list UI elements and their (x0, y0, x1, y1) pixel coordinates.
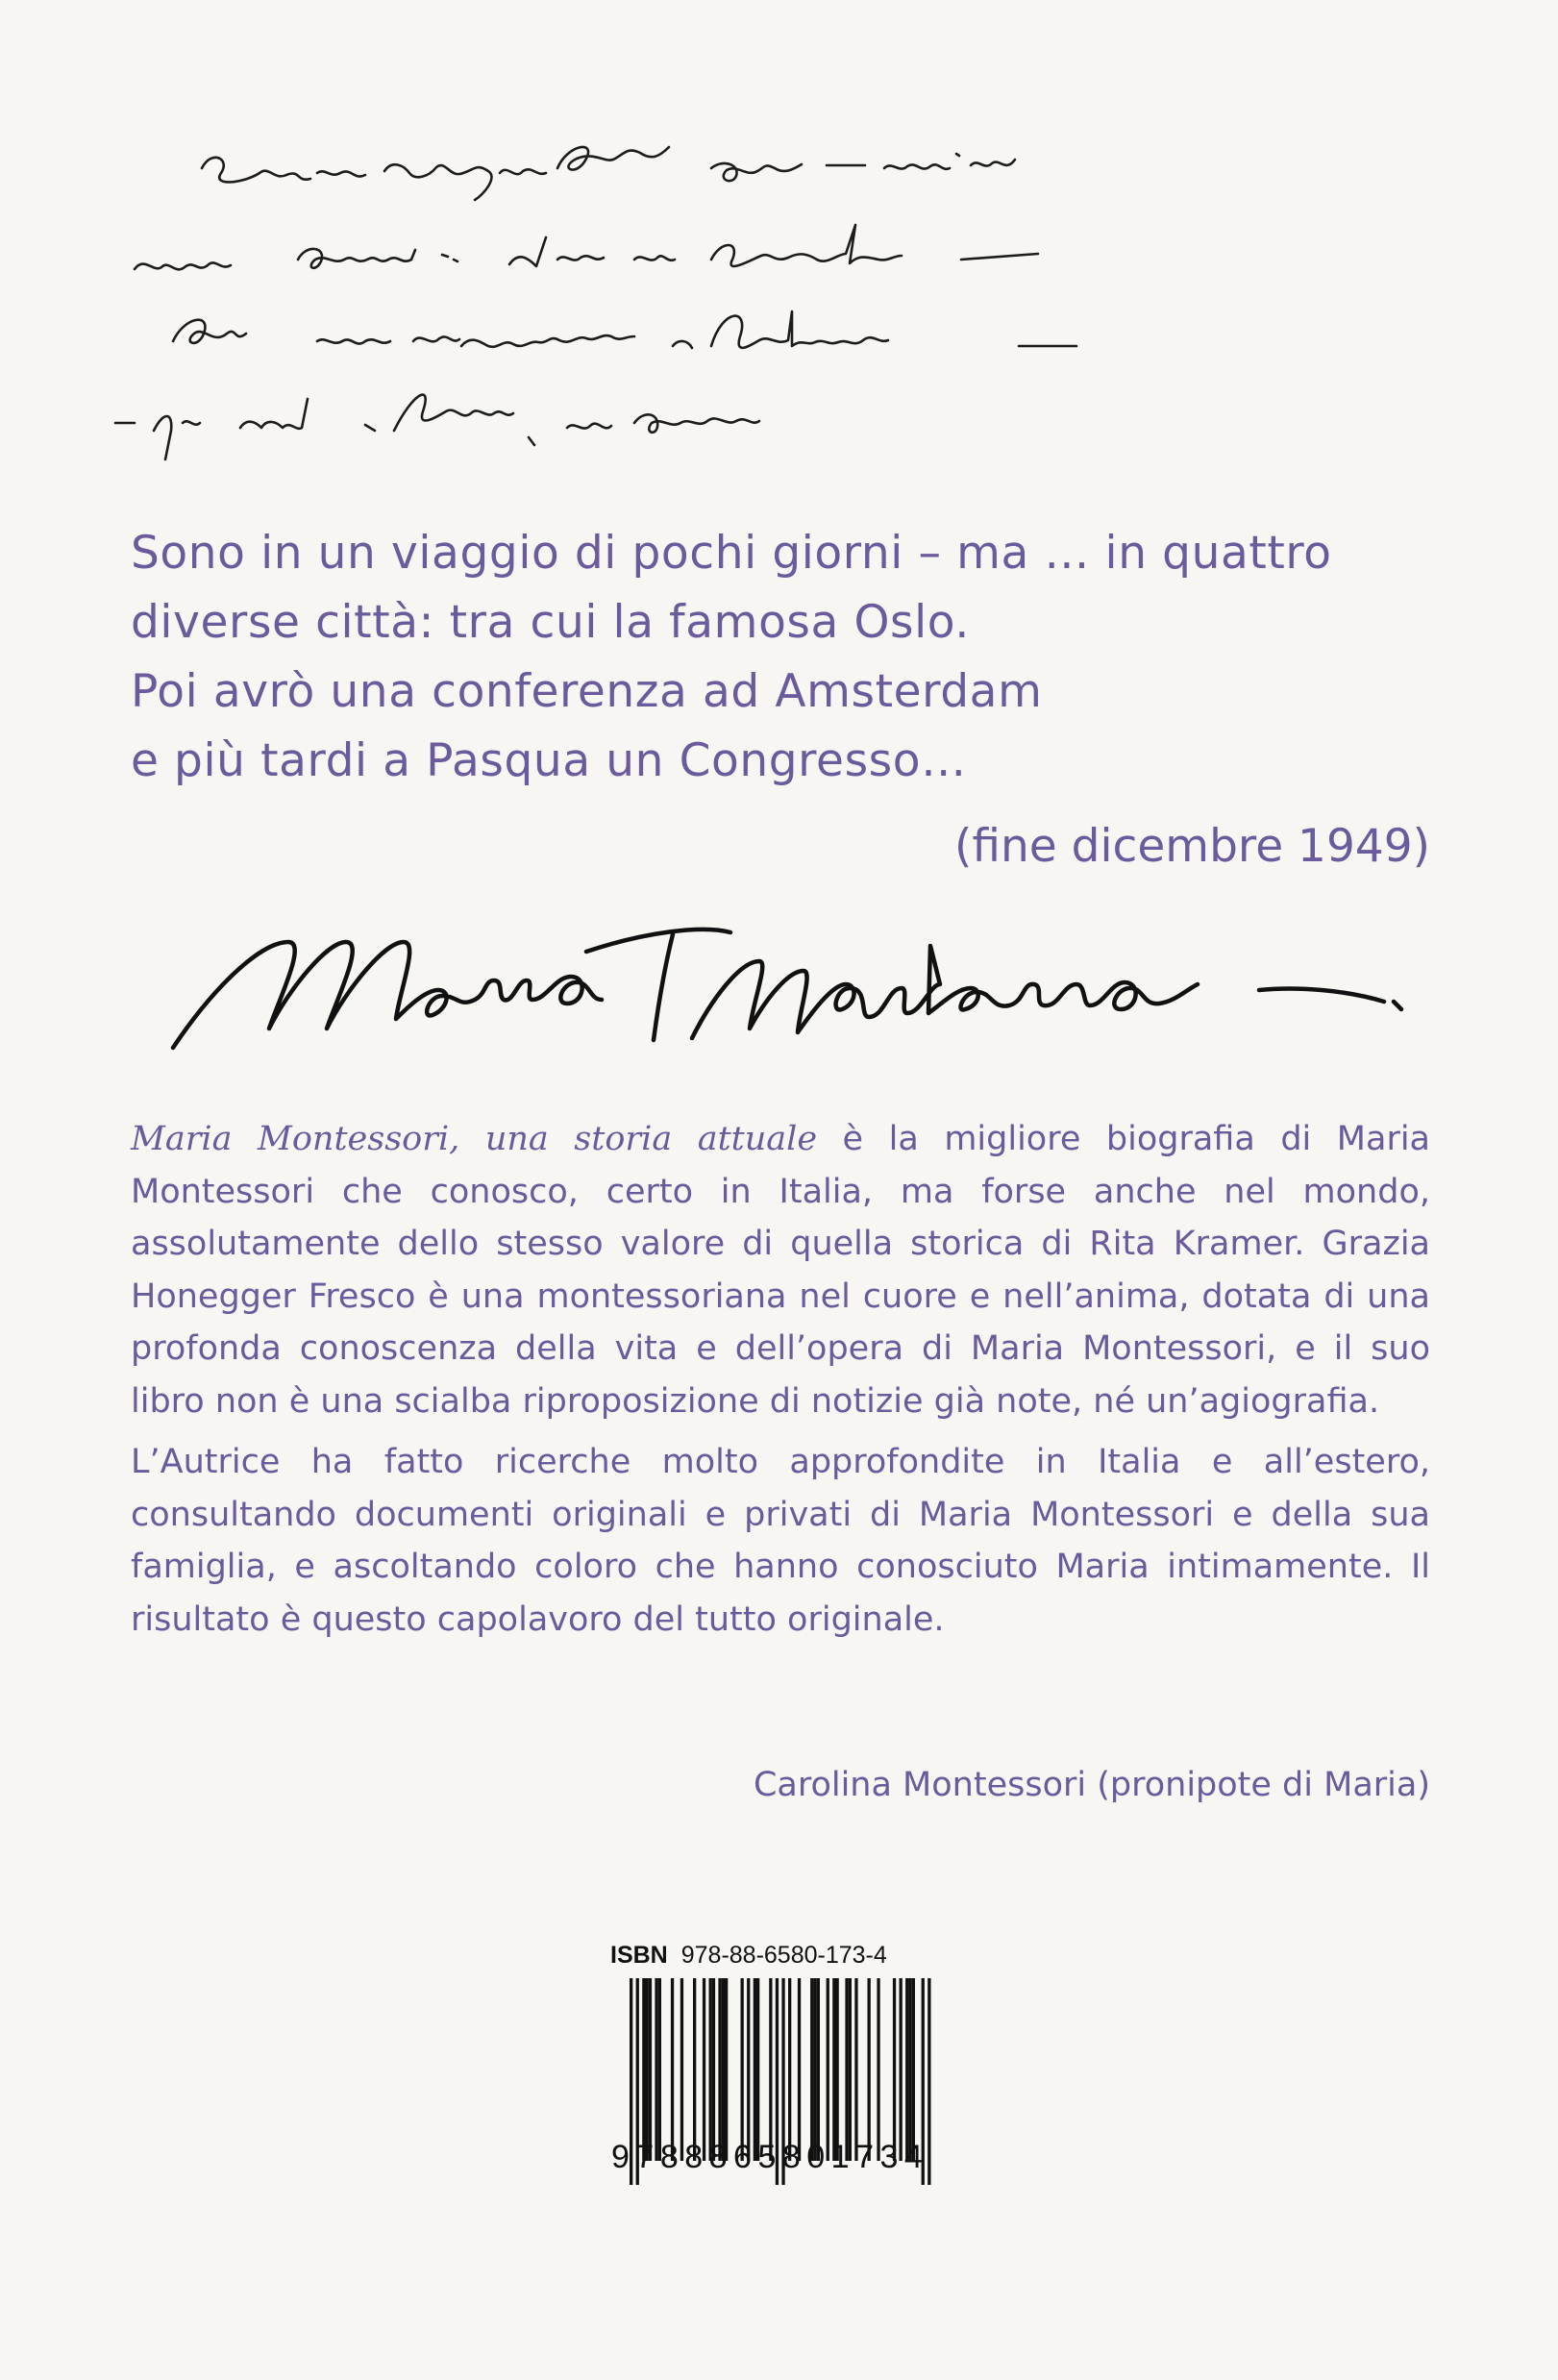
quote-line: Sono in un viaggio di pochi giorni – ma … in quattro (131, 527, 1332, 580)
barcode-bar (655, 1978, 657, 2161)
barcode-bar (836, 1978, 839, 2161)
barcode-bar (642, 1978, 645, 2161)
handwritten-letter-image (96, 115, 1346, 519)
barcode-bar (649, 1978, 652, 2161)
barcode-bar (788, 1978, 791, 2161)
barcode-bar (722, 1978, 725, 2161)
barcode-bar (900, 1978, 903, 2161)
quote-block (131, 519, 1428, 796)
isbn-caption (610, 1942, 887, 1970)
isbn-label: ISBN (610, 1942, 668, 1969)
barcode-bar (832, 1978, 835, 2161)
barcode-bar (893, 1978, 896, 2161)
barcode-bar (646, 1978, 649, 2161)
barcode-bar (868, 1978, 871, 2161)
book-title: Maria Montessori, una storia attuale (131, 1120, 818, 1158)
ean-digits: 9788865801734 (611, 2139, 929, 2175)
quote-line: diverse città: tra cui la famosa Oslo. (131, 596, 970, 649)
barcode-bar (658, 1978, 661, 2161)
review-text (131, 1113, 1430, 1654)
review-author: Carolina Montessori (pronipote di Maria) (753, 1766, 1430, 1804)
barcode-bar (798, 1978, 801, 2161)
barcode-bar (718, 1978, 721, 2161)
barcode-bar (769, 1978, 772, 2161)
barcode-bar (703, 1978, 705, 2161)
quote-line: Poi avrò una conferenza ad Amsterdam (131, 665, 1043, 718)
barcode-bar (817, 1978, 820, 2161)
barcode-bar (725, 1978, 728, 2161)
barcode-bar (810, 1978, 813, 2161)
review-paragraph-text: è la migliore biografia di Maria Montessori che conosco, certo in Italia, ma forse anche nel mondo, assolutamente dello stesso valore di quella storica di Rita Kramer. Grazia Honegger Fresco è una montessoriana nel cuore e nell’anima, dotata di una profonda conoscenza della vita e dell’opera di Maria Montessori, e il suo libro non è una scialba riproposizione di notizie già note, né un’agiografia. (131, 1120, 1430, 1421)
barcode-bar (709, 1978, 712, 2161)
barcode-bar (845, 1978, 848, 2161)
barcode-bar (756, 1978, 759, 2161)
barcode-bar (671, 1978, 674, 2161)
barcode-bar (877, 1978, 879, 2161)
barcode-bar (813, 1978, 816, 2161)
barcode-bar (827, 1978, 829, 2161)
barcode-bar (849, 1978, 852, 2161)
review-paragraph: L’Autrice ha fatto ricerche molto approfondite in Italia e all’estero, consultando documenti originali e privati di Maria Montessori e della sua famiglia, e ascoltando coloro che hanno conosciuto Maria intimamente. Il risultato è questo capolavoro del tutto originale. (131, 1443, 1430, 1639)
barcode-bar (854, 1978, 857, 2161)
barcode-bar (908, 1978, 911, 2161)
barcode-bar (747, 1978, 750, 2161)
barcode-bar (754, 1978, 756, 2161)
quote-line: e più tardi a Pasqua un Congresso… (131, 734, 967, 787)
isbn-number: 978-88-6580-173-4 (680, 1942, 887, 1969)
signature-image (154, 894, 1422, 1077)
barcode-bar (712, 1978, 715, 2161)
barcode-bar (912, 1978, 915, 2161)
barcode-bar (905, 1978, 908, 2161)
quote-date: (fine dicembre 1949) (954, 820, 1430, 873)
barcode-bar (741, 1978, 744, 2161)
barcode-bar (693, 1978, 696, 2161)
review-paragraph (131, 1113, 1430, 1427)
barcode-bar (680, 1978, 683, 2161)
